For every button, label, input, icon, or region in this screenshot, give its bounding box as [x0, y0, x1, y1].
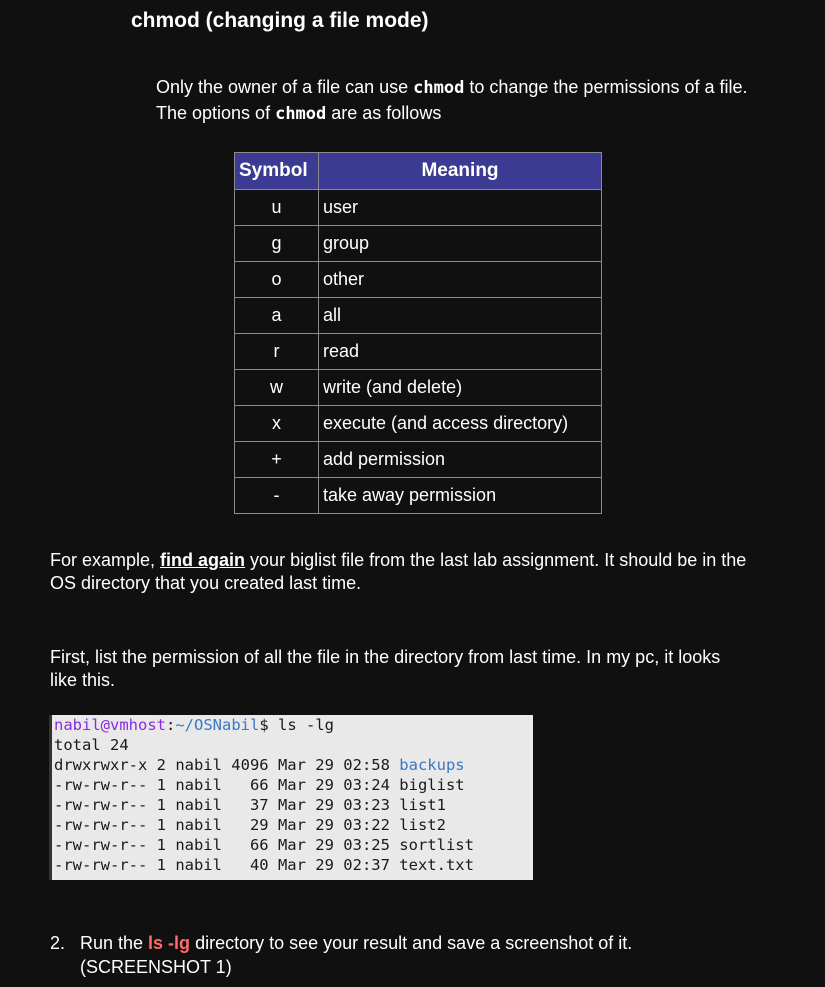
entry-meta: drwxrwxr-x 2 nabil 4096 Mar 29 02:58 — [54, 756, 400, 774]
symbol-cell: o — [235, 262, 319, 298]
symbol-cell: + — [235, 442, 319, 478]
entry-meta: -rw-rw-r-- 1 nabil 66 Mar 29 03:24 — [54, 776, 400, 794]
chmod-code-2: chmod — [275, 104, 327, 124]
entry-meta: -rw-rw-r-- 1 nabil 29 Mar 29 03:22 — [54, 816, 400, 834]
entry-name: text.txt — [399, 856, 474, 874]
symbol-cell: - — [235, 478, 319, 514]
terminal-entry — [52, 855, 533, 875]
chmod-code-1: chmod — [413, 78, 465, 98]
terminal-command: $ ls -lg — [259, 716, 334, 734]
terminal-prompt-user: nabil@vmhost — [54, 716, 166, 734]
symbol-cell: x — [235, 406, 319, 442]
meaning-cell: user — [319, 190, 602, 226]
intro-text-2: to change the permissions of a file. The options of — [156, 77, 748, 123]
meaning-cell: group — [319, 226, 602, 262]
entry-name: biglist — [399, 776, 465, 794]
entry-name: list1 — [399, 796, 446, 814]
example-paragraph — [50, 549, 750, 595]
step-2-line-1 — [50, 931, 790, 955]
list-instruction-paragraph: First, list the permission of all the file in the directory from last time. In my pc, it looks like this. — [50, 647, 721, 690]
table-row — [235, 226, 602, 262]
meaning-cell: all — [319, 298, 602, 334]
step-2-instruction — [50, 931, 790, 979]
table-row — [235, 298, 602, 334]
example-text-1: For example, — [50, 550, 161, 570]
symbol-table-header-row — [235, 153, 602, 190]
table-row — [235, 442, 602, 478]
intro-paragraph — [156, 75, 756, 127]
symbol-cell: g — [235, 226, 319, 262]
meaning-column-header: Meaning — [319, 153, 602, 190]
page-heading: chmod (changing a file mode) — [131, 9, 429, 32]
step-text-1: Run the — [80, 933, 149, 953]
meaning-cell: execute (and access directory) — [319, 406, 602, 442]
symbol-cell: a — [235, 298, 319, 334]
ls-lg-command: ls -lg — [148, 933, 191, 953]
entry-meta: -rw-rw-r-- 1 nabil 66 Mar 29 03:25 — [54, 836, 400, 854]
meaning-cell: read — [319, 334, 602, 370]
table-row — [235, 334, 602, 370]
example-text-2: your biglist file from the last lab assignment. It should be in the OS directory that you created last time. — [50, 550, 747, 593]
table-row — [235, 190, 602, 226]
entry-meta: -rw-rw-r-- 1 nabil 40 Mar 29 02:37 — [54, 856, 400, 874]
terminal-entry — [52, 835, 533, 855]
intro-text-3: are as follows — [326, 103, 442, 123]
intro-text-1: Only the owner of a file can use — [156, 77, 414, 97]
terminal-entry — [52, 795, 533, 815]
table-row — [235, 406, 602, 442]
entry-name: list2 — [399, 816, 446, 834]
step-2-line-2: (SCREENSHOT 1) — [80, 957, 232, 977]
table-row — [235, 478, 602, 514]
terminal-prompt-separator: : — [165, 716, 176, 734]
terminal-prompt-line — [52, 715, 533, 735]
table-row — [235, 262, 602, 298]
meaning-cell: add permission — [319, 442, 602, 478]
symbol-cell: u — [235, 190, 319, 226]
table-row — [235, 370, 602, 406]
meaning-cell: take away permission — [319, 478, 602, 514]
terminal-entry — [52, 775, 533, 795]
terminal-total-line: total 24 — [54, 736, 129, 754]
meaning-cell: write (and delete) — [319, 370, 602, 406]
entry-meta: -rw-rw-r-- 1 nabil 37 Mar 29 03:23 — [54, 796, 400, 814]
symbol-cell: r — [235, 334, 319, 370]
symbol-cell: w — [235, 370, 319, 406]
entry-name-dir: backups — [399, 756, 465, 774]
entry-name: sortlist — [399, 836, 474, 854]
terminal-entry — [52, 815, 533, 835]
terminal-screenshot — [49, 715, 533, 880]
symbol-column-header: Symbol — [235, 153, 319, 190]
step-text-2: directory to see your result and save a screenshot of it. — [190, 933, 633, 953]
terminal-entry — [52, 755, 533, 775]
step-number: 2. — [50, 933, 66, 953]
find-again-link[interactable]: find again — [160, 550, 246, 570]
meaning-cell: other — [319, 262, 602, 298]
terminal-prompt-path: ~/OSNabil — [175, 716, 260, 734]
symbol-table — [234, 152, 602, 514]
